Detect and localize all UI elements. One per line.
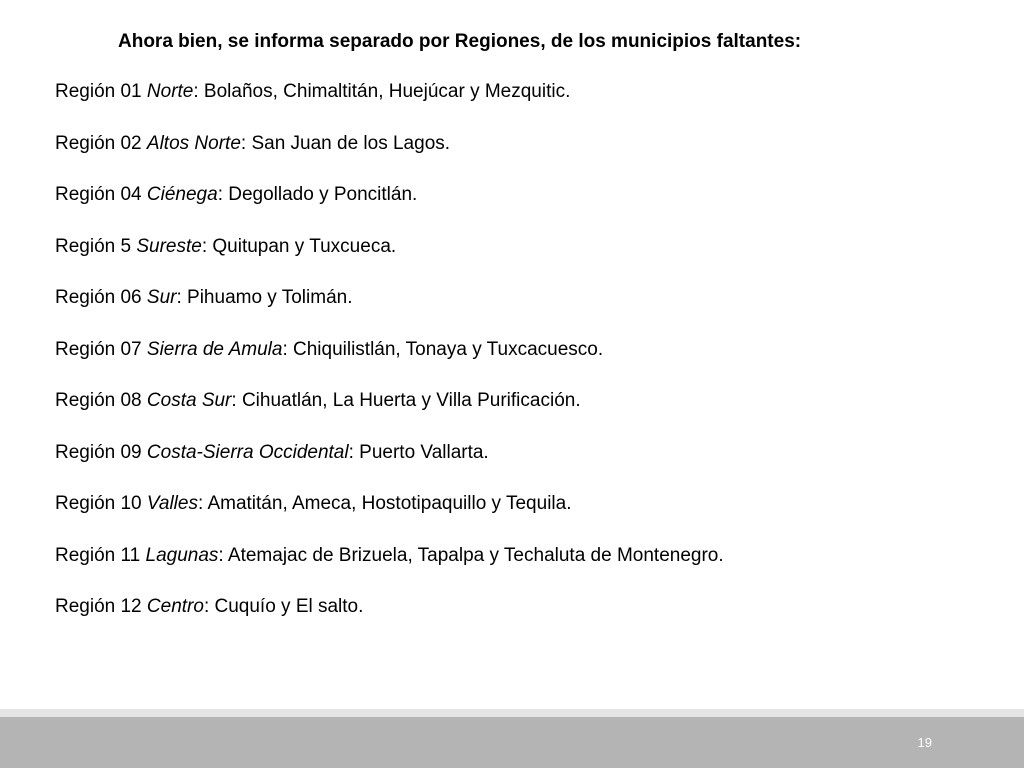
region-item-01: Región 01 Norte: Bolaños, Chimaltitán, Huejúcar y Mezquitic. <box>55 81 571 102</box>
region-name: Ciénega <box>146 184 218 205</box>
footer-divider <box>0 709 1024 717</box>
page-number: 19 <box>917 735 932 750</box>
region-list <box>55 79 724 646</box>
region-name: Lagunas <box>145 544 219 566</box>
region-item-07: Región 07 Sierra de Amula: Chiquilistlán, Tonaya y Tuxcacuesco. <box>55 338 604 360</box>
region-item-04: Región 04 Ciénega: Degollado y Poncitlán. <box>55 184 418 205</box>
region-item-05: Región 5 Sureste: Quitupan y Tuxcueca. <box>55 235 397 257</box>
region-name: Sierra de Amula <box>146 338 283 360</box>
region-name: Costa-Sierra Occidental <box>146 441 349 463</box>
region-item-12: Región 12 Centro: Cuquío y El salto. <box>55 596 364 617</box>
region-name: Valles <box>146 493 198 514</box>
region-item-08: Región 08 Costa Sur: Cihuatlán, La Huerta y Villa Purificación. <box>55 390 581 411</box>
region-name: Costa Sur <box>146 390 232 411</box>
region-item-06: Región 06 Sur: Pihuamo y Tolimán. <box>55 287 353 308</box>
region-name: Sureste <box>136 235 202 257</box>
footer-bar <box>0 717 1024 768</box>
slide-title: Ahora bien, se informa separado por Regiones, de los municipios faltantes: <box>118 31 802 52</box>
region-name: Norte <box>146 81 194 102</box>
region-item-09: Región 09 Costa-Sierra Occidental: Puerto Vallarta. <box>55 441 489 463</box>
region-item-10: Región 10 Valles: Amatitán, Ameca, Hostotipaquillo y Tequila. <box>55 493 572 514</box>
region-item-11: Región 11 Lagunas: Atemajac de Brizuela, Tapalpa y Techaluta de Montenegro. <box>55 544 724 566</box>
region-item-02: Región 02 Altos Norte: San Juan de los Lagos. <box>55 132 451 154</box>
region-name: Altos Norte <box>146 132 241 154</box>
region-name: Centro <box>146 596 204 617</box>
region-name: Sur <box>146 287 177 308</box>
